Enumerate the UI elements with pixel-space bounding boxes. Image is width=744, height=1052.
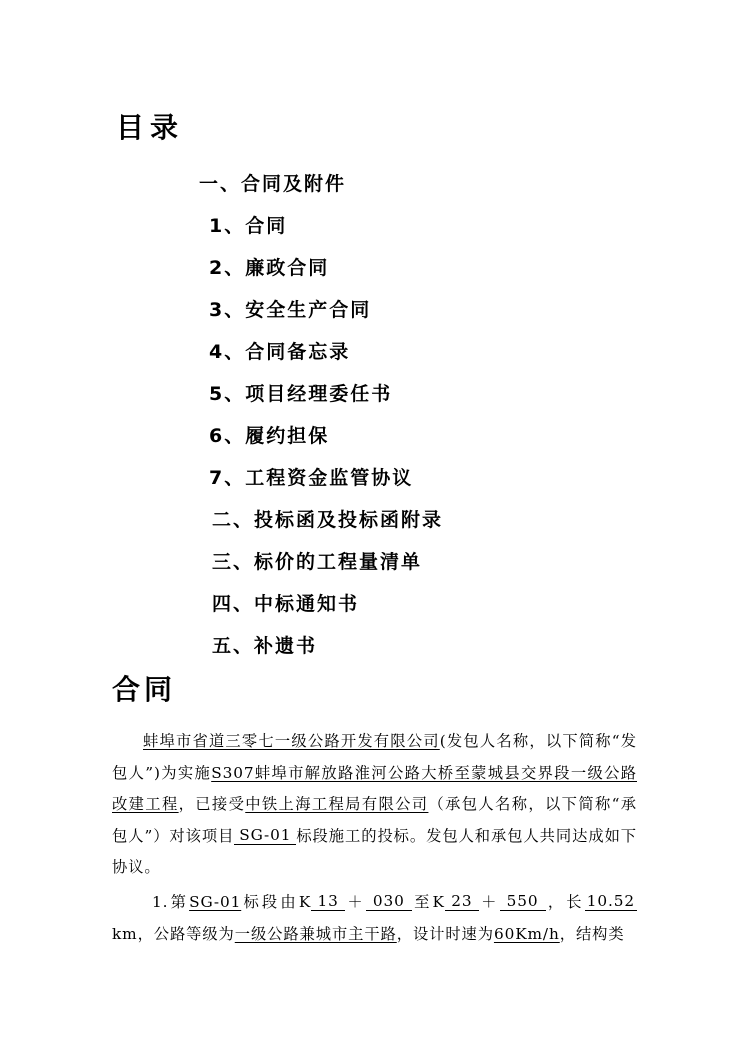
- para1-text-1: (发包人名称，以下简称“发包人”)为实施: [112, 732, 637, 782]
- road-grade: 一级公路兼城市主干路: [234, 924, 397, 943]
- toc-item-contract-memorandum[interactable]: 4、合同备忘录: [209, 341, 351, 363]
- lot-number: SG-01: [234, 827, 296, 845]
- toc-item-contract-and-annexes[interactable]: 一、合同及附件: [199, 173, 347, 195]
- section-title-contract: 合同: [112, 673, 177, 706]
- chainage-plus-1: ＋: [345, 893, 366, 911]
- lot-number-2: SG-01: [189, 893, 242, 911]
- chainage-end-m: 550: [500, 893, 546, 911]
- project-name: S307蚌埠市解放路淮河公路大桥至蒙城县交界段一级公路改建工程: [112, 763, 637, 813]
- contract-paragraph-parties: [112, 726, 637, 884]
- chainage-start-m: 030: [366, 893, 412, 911]
- para1-text-3: （承包人名称，以下简称“承包人”）对该项目: [112, 795, 637, 845]
- toc-item-contract[interactable]: 1、合同: [209, 215, 288, 237]
- toc-item-tender-letter[interactable]: 二、投标函及投标函附录: [212, 509, 444, 531]
- employer-name: 蚌埠市省道三零七一级公路开发有限公司: [143, 732, 440, 750]
- section-length: 10.52: [586, 892, 636, 910]
- para1-text-2: ，已接受: [178, 795, 246, 813]
- toc-item-safety-contract[interactable]: 3、安全生产合同: [209, 299, 372, 321]
- toc-item-fund-supervision[interactable]: 7、工程资金监管协议: [209, 467, 414, 489]
- length-label: ，长: [545, 893, 585, 911]
- para1-text-4: 标段施工的投标。发包人和承包人共同达成如下协议。: [112, 826, 637, 876]
- toc-item-addendum[interactable]: 五、补遗书: [212, 635, 318, 657]
- chainage-end-km: 23: [445, 893, 479, 911]
- contract-paragraph-scope: [112, 887, 637, 950]
- toc-item-bill-of-quantities[interactable]: 三、标价的工程量清单: [212, 551, 423, 573]
- chainage-plus-2: ＋: [478, 893, 500, 911]
- design-speed: 60Km/h: [493, 924, 560, 943]
- toc-item-integrity-contract[interactable]: 2、廉政合同: [209, 257, 330, 279]
- clause-prefix: 1.第: [152, 893, 190, 911]
- para2-to: 至: [411, 893, 433, 911]
- chainage-start-k: K: [298, 893, 312, 911]
- chainage-start-km: 13: [311, 893, 345, 911]
- para2-text-3: ，设计时速为: [396, 924, 494, 943]
- para2-text-4: ，结构类: [559, 924, 625, 943]
- toc-item-award-notice[interactable]: 四、中标通知书: [212, 593, 360, 615]
- toc-title: 目录: [116, 111, 185, 144]
- contractor-name: 中铁上海工程局有限公司: [245, 795, 429, 813]
- para2-text-1: 标段由: [241, 893, 299, 911]
- toc-item-performance-guarantee[interactable]: 6、履约担保: [209, 425, 330, 447]
- chainage-end-k: K: [432, 893, 445, 911]
- toc-item-pm-appointment[interactable]: 5、项目经理委任书: [209, 383, 393, 405]
- para2-text-2: km，公路等级为: [112, 924, 235, 943]
